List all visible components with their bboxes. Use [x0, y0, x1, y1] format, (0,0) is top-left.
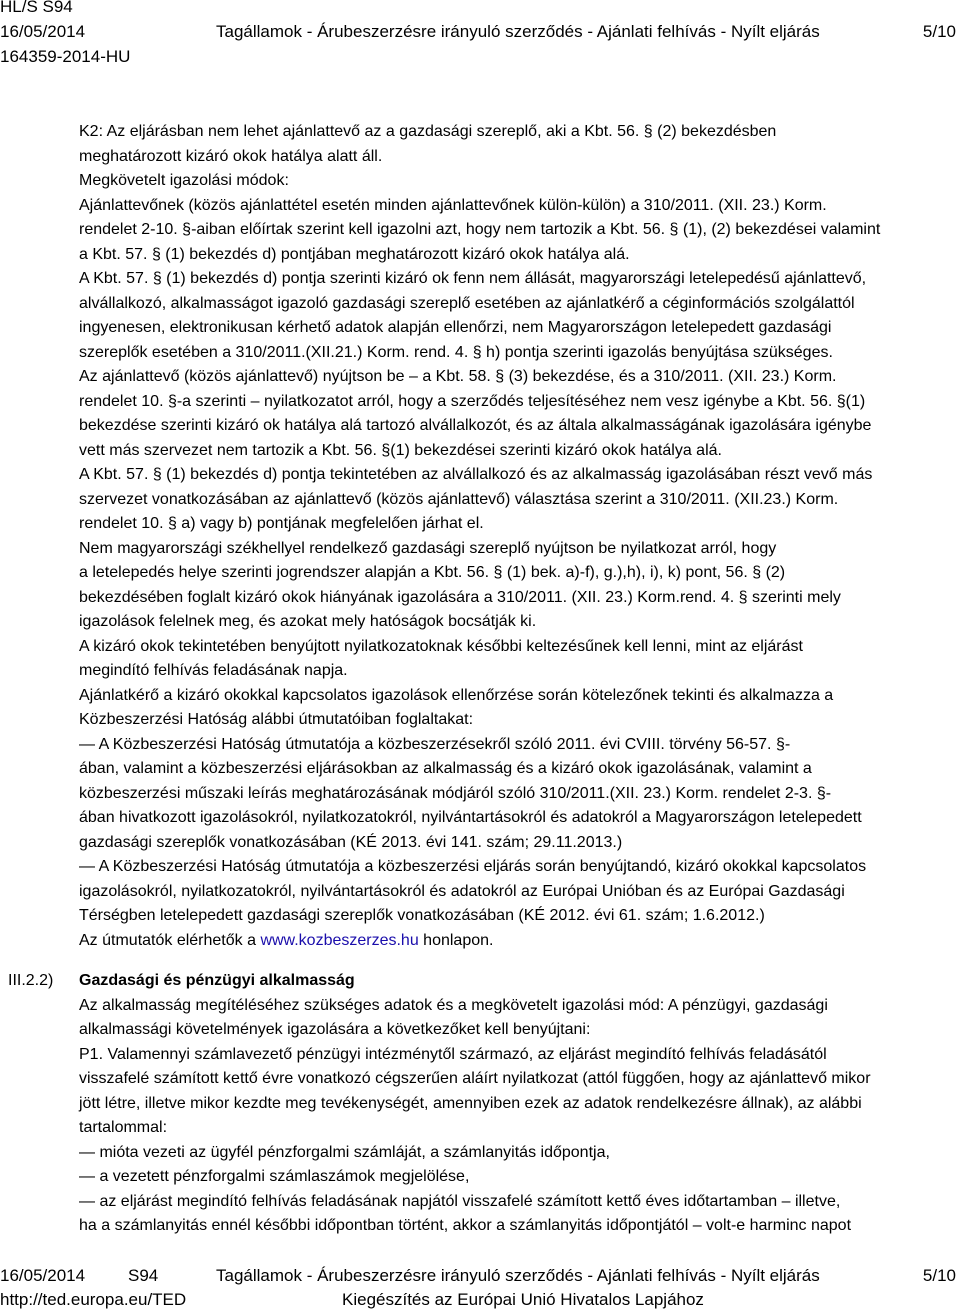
page-header: [0, 0, 960, 72]
text: honlapon.: [418, 931, 494, 949]
paragraph: K2: Az eljárásban nem lehet ajánlattevő az a gazdasági szereplő, aki a Kbt. 56. § (2) bekezdésben meghatározott kizáró okok hatálya alatt áll.: [79, 123, 777, 165]
header-title: Tagállamok - Árubeszerzésre irányuló szerződés - Ajánlati felhívás - Nyílt eljárás: [216, 22, 820, 41]
header-journal: HL/S S94: [0, 0, 73, 16]
paragraph-links: [79, 929, 959, 954]
kozbeszerzes-link[interactable]: www.kozbeszerzes.hu: [260, 931, 419, 949]
paragraph: Ajánlatkérő a kizáró okokkal kapcsolatos igazolások ellenőrzése során kötelezőnek tekinti és alkalmazza a Közbeszerzési Hatóság alábbi útmutatóiban foglaltakat:: [79, 686, 834, 728]
footer-series: S94: [128, 1266, 159, 1285]
exclusion-grounds-block: [79, 120, 959, 953]
header-date: 16/05/2014: [0, 22, 86, 41]
footer-title: Tagállamok - Árubeszerzésre irányuló szerződés - Ajánlati felhívás - Nyílt eljárás: [216, 1266, 820, 1285]
footer-page-number: 5/10: [922, 1266, 956, 1285]
paragraph: Az alkalmasság megítéléséhez szükséges adatok és a megkövetelt igazolási mód: A pénzügyi, gazdasági alkalmassági követelmények igazolására a következőket kell benyújtani:: [79, 996, 828, 1038]
list-item: — mióta vezeti az ügyfél pénzforgalmi számláját, a számlanyitás időpontja,: [79, 1143, 610, 1161]
paragraph: — A Közbeszerzési Hatóság útmutatója a közbeszerzésekről szóló 2011. évi CVIII. törvény 56-57. §- ában, valamint a közbeszerzési eljárásokban az alkalmasság és a kizáró okok igazolásának, valamint a közbeszerzési műszaki leírás meghatározásának módjáról szóló 310/2011.(XII. 23.) Korm. rendelet 2-3. §- ában hivatkozott igazolásokról, nyilatkozatokról, nyilvántartásokról és adatokról a Magyarországon letelepedett gazdasági szereplők vonatkozásában (KÉ 2013. évi 141. szám; 29.11.2013.): [79, 735, 862, 851]
paragraph: Megkövetelt igazolási módok:: [79, 172, 289, 189]
list-item: — a vezetett pénzforgalmi számlaszámok megjelölése,: [79, 1168, 470, 1185]
list-item: — az eljárást megindító felhívás feladásának napjától visszafelé számított kettő éves időtartamban – illetve, ha a számlanyitás ennél későbbi időpontban történt, akkor a számlanyitás időpontjától – volt-e harminc napot: [79, 1192, 852, 1234]
footer-subtitle: Kiegészítés az Európai Unió Hivatalos Lapjához: [342, 1290, 704, 1309]
paragraph: P1. Valamennyi számlavezető pénzügyi intézménytől származó, az eljárást megindító felhívás feladásától visszafelé számított kettő évre vonatkozó cégszerűen aláírt nyilatkozat (attól függően, hogy az ajánlattevő mikor jött létre, illetve mikor kezdte meg tevékenységét, amennyiben ezek az adatok rendelkezésre állnak), az alábbi tartalommal:: [79, 1045, 871, 1136]
text: Az útmutatók elérhetők a: [79, 931, 261, 949]
header-page-number: 5/10: [922, 22, 956, 41]
section-number: III.2.2): [8, 972, 54, 989]
paragraph: A kizáró okok tekintetében benyújtott nyilatkozatoknak későbbi keltezésűnek kell lenni, mint az eljárást megindító felhívás feladásának napja.: [79, 637, 803, 679]
economic-standing-block: [79, 969, 959, 1239]
footer-date: 16/05/2014: [0, 1266, 86, 1285]
paragraph: Ajánlattevőnek (közös ajánlattétel esetén minden ajánlattevőnek külön-külön) a 310/2011. (XII. 23.) Korm. rendelet 2-10. §-aiban előírtak szerint kell igazolni azt, hogy nem tartozik a Kbt. 56. § (1), (2) bekezdései valamint a Kbt. 57. § (1) bekezdés d) pontjában meghatározott kizáró okok hatálya alá.: [79, 196, 881, 263]
section-heading: Gazdasági és pénzügyi alkalmasság: [79, 972, 355, 989]
header-notice-id: 164359-2014-HU: [0, 47, 131, 66]
paragraph: — A Közbeszerzési Hatóság útmutatója a közbeszerzési eljárás során benyújtandó, kizáró okokkal kapcsolatos igazolásokról, nyilatkozatokról, nyilvántartásokról és adatokról az Európai Unióban és az Európai Gazdasági Térségben letelepedett gazdasági szereplők vonatkozásában (KÉ 2012. évi 61. szám; 1.6.2012.): [79, 858, 867, 924]
paragraph: A Kbt. 57. § (1) bekezdés d) pontja tekintetében az alvállalkozó és az alkalmasság igazolásában részt vevő más szervezet vonatkozásában az ajánlattevő (közös ajánlattevő) választása szerint a 310/2011. (XII.23.) Korm. rendelet 10. § a) vagy b) pontjának megfelelően járhat el.: [79, 466, 873, 532]
page-footer: [0, 1264, 960, 1311]
paragraph: Az ajánlattevő (közös ajánlattevő) nyújtson be – a Kbt. 58. § (3) bekezdése, és a 310/2011. (XII. 23.) Korm. rendelet 10. §-a szerinti – nyilatkozatot arról, hogy a szerződés teljesítéséhez nem vesz igénybe a Kbt. 56. §(1) bekezdése szerinti kizáró ok hatálya alá tartozó alvállalkozót, és az általa alkalmasságának igazolására igénybe vett más szervezet nem tartozik a Kbt. 56. §(1) bekezdései szerinti kizáró okok hatálya alá.: [79, 368, 872, 459]
footer-url: http://ted.europa.eu/TED: [0, 1290, 187, 1309]
paragraph: Nem magyarországi székhellyel rendelkező gazdasági szereplő nyújtson be nyilatkozat arról, hogy a letelepedés helye szerinti jogrendszer alapján a Kbt. 56. § (1) bek. a)-f), g.),h), i), k) pont, 56. § (2) bekezdésében foglalt kizáró okok hiányának igazolására a 310/2011. (XII. 23.) Korm.rend. 4. § szerinti mely igazolások felelnek meg, és azokat mely hatóságok bocsátják ki.: [79, 539, 841, 630]
paragraph: A Kbt. 57. § (1) bekezdés d) pontja szerinti kizáró ok fenn nem állását, magyarországi letelepedésű ajánlattevő, alvállalkozó, alkalmasságot igazoló gazdasági szereplő esetében az ajánlatkérő a céginformációs szolgálattól ingyenesen, elektronikusan kérhető adatok alapján ellenőrzi, nem Magyarországon letelepedett gazdasági szereplők esetében a 310/2011.(XII.21.) Korm. rend. 4. § h) pontja szerinti igazolás benyújtása szükséges.: [79, 270, 867, 361]
